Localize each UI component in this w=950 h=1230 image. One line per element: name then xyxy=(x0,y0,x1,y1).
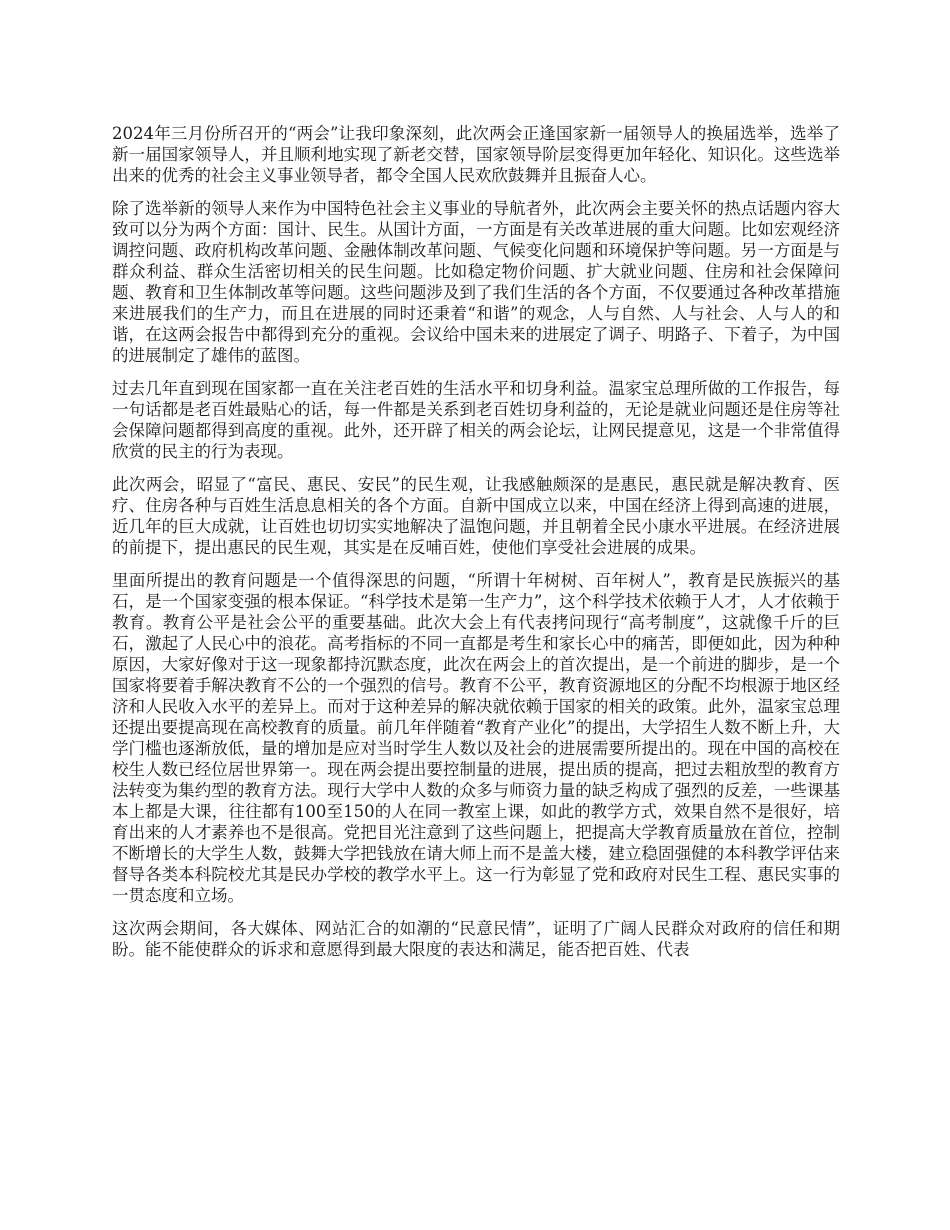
paragraph-4: 此次两会，昭显了“富民、惠民、安民”的民生观，让我感触颇深的是惠民，惠民就是解决教育、医疗、住房各种与百姓生活息息相关的各个方面。自新中国成立以来，中国在经济上得到高速的进展，近几年的巨大成就，让百姓也切切实实地解决了温饱问题，并且朝着全民小康水平进展。在经济进展的前提下，提出惠民的民生观，其实是在反哺百姓，使他们享受社会进展的成果。 xyxy=(112,475,840,557)
paragraph-2: 除了选举新的领导人来作为中国特色社会主义事业的导航者外，此次两会主要关怀的热点话题内容大致可以分为两个方面：国计、民生。从国计方面，一方面是有关改革进展的重大问题。比如宏观经济调控问题、政府机构改革问题、金融体制改革问题、气候变化问题和环境保护等问题。另一方面是与群众利益、群众生活密切相关的民生问题。比如稳定物价问题、扩大就业问题、住房和社会保障问题、教育和卫生体制改革等问题。这些问题涉及到了我们生活的各个方面，不仅要通过各种改革措施来进展我们的生产力，而且在进展的同时还秉着“和谐”的观念，人与自然、人与社会、人与人的和谐，在这两会报告中都得到充分的重视。会议给中国未来的进展定了调子、明路子、下着子，为中国的进展制定了雄伟的蓝图。 xyxy=(112,199,840,365)
paragraph-1: 2024年三月份所召开的“两会”让我印象深刻，此次两会正逢国家新一届领导人的换届选举，选举了新一届国家领导人，并且顺利地实现了新老交替，国家领导阶层变得更加年轻化、知识化。这些选举出来的优秀的社会主义事业领导者，都令全国人民欢欣鼓舞并且振奋人心。 xyxy=(112,124,840,185)
paragraph-3: 过去几年直到现在国家都一直在关注老百姓的生活水平和切身利益。温家宝总理所做的工作报告，每一句话都是老百姓最贴心的话，每一件都是关系到老百姓切身利益的，无论是就业问题还是住房等社会保障问题都得到高度的重视。此外，还开辟了相关的两会论坛，让网民提意见，这是一个非常值得欣赏的民主的行为表现。 xyxy=(112,379,840,461)
document-body xyxy=(112,123,840,972)
paragraph-6: 这次两会期间，各大媒体、网站汇合的如潮的“民意民情”，证明了广阔人民群众对政府的信任和期盼。能不能使群众的诉求和意愿得到最大限度的表达和满足，能否把百姓、代表 xyxy=(112,919,840,959)
paragraph-5: 里面所提出的教育问题是一个值得深思的问题，“所谓十年树树、百年树人”，教育是民族振兴的基石，是一个国家变强的根本保证。“科学技术是第一生产力”，这个科学技术依赖于人才，人才依赖于教育。教育公平是社会公平的重要基础。此次大会上有代表拷问现行“高考制度”，这就像千斤的巨石，激起了人民心中的浪花。高考指标的不同一直都是考生和家长心中的痛苦，即便如此，因为种种原因，大家好像对于这一现象都持沉默态度，此次在两会上的首次提出，是一个前进的脚步，是一个国家将要着手解决教育不公的一个强烈的信号。教育不公平，教育资源地区的分配不均根源于地区经济和人民收入水平的差异上。而对于这种差异的解决就依赖于国家的相关的政策。此外，温家宝总理还提出要提高现在高校教育的质量。前几年伴随着“教育产业化”的提出，大学招生人数不断上升，大学门槛也逐渐放低，量的增加是应对当时学生人数以及社会的进展需要所提出的。现在中国的高校在校生人数已经位居世界第一。现在两会提出要控制量的进展，提出质的提高，把过去粗放型的教育方法转变为集约型的教育方法。现行大学中人数的众多与师资力量的缺乏构成了强烈的反差，一些课基本上都是大课，往往都有100至150的人在同一教室上课，如此的教学方式，效果自然不是很好，培育出来的人才素养也不是很高。党把目光注意到了这些问题上，把提高大学教育质量放在首位，控制不断增长的大学生人数，鼓舞大学把钱放在请大师上而不是盖大楼，建立稳固强健的本科教学评估来督导各类本科院校尤其是民办学校的教学水平上。这一行为彰显了党和政府对民生工程、惠民实事的一贯态度和立场。 xyxy=(112,571,840,905)
